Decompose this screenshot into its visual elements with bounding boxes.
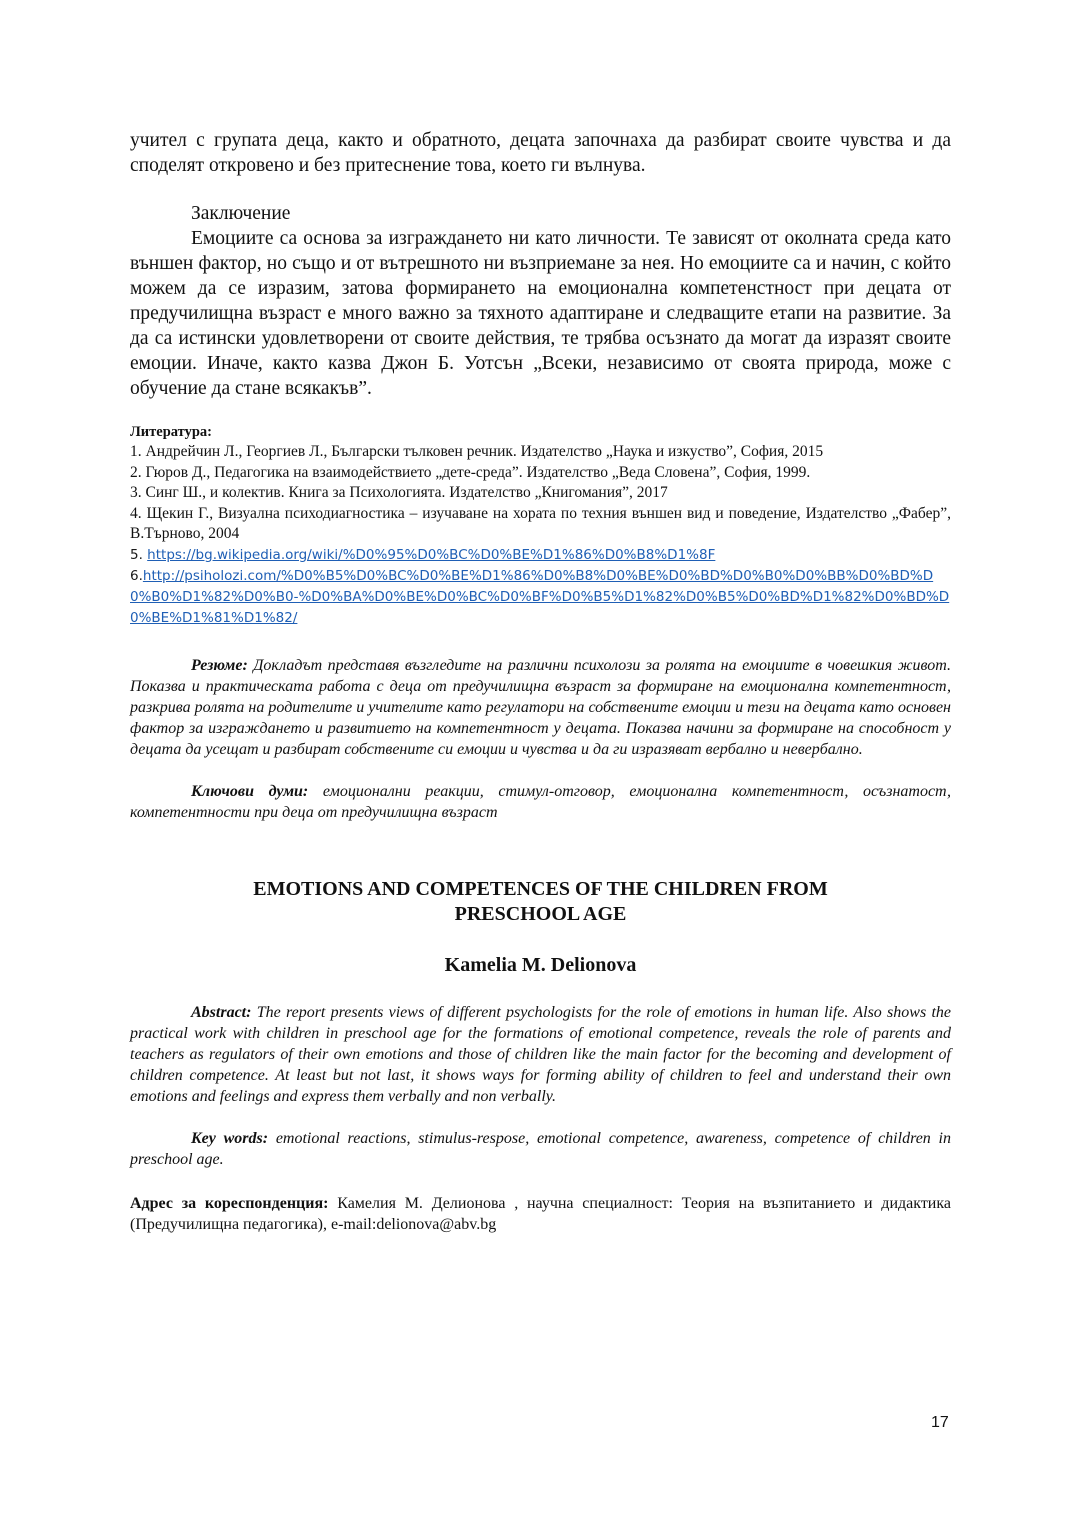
keywords-en-label: Key words: xyxy=(191,1129,269,1147)
abstract-label: Abstract: xyxy=(191,1003,252,1021)
english-title-line-2: PRESCHOOL AGE xyxy=(454,902,627,925)
reference-link-6 xyxy=(130,566,951,629)
keywords-en-text: emotional reactions, stimulus-respose, emotional competence, awareness, competence of children in preschool age. xyxy=(130,1129,951,1168)
references-title: Литература: xyxy=(130,424,212,440)
keywords-bg xyxy=(130,781,951,823)
address-label: Адрес за кореспонденция: xyxy=(130,1194,329,1212)
page-content xyxy=(130,128,951,1235)
psiholozi-link[interactable]: http://psiholozi.com/%D0%B5%D0%BC%D0%BE%D1%86%D0%B8%D0%BE%D0%BD%D0%B0%D0%BB%D0%BD%D0%B0%D1%82%D0%B0-%D0%BA%D0%BE%D0%BC%D0%BF%D0%B5%D1%82%D0%B5%D0%BD%D1%82%D0%BD%D0%BE%D1%81%D1%82/ xyxy=(130,567,950,626)
author-name: Kamelia M. Delionova xyxy=(444,953,637,976)
summary-bg-label: Резюме: xyxy=(191,656,248,674)
abstract-en xyxy=(130,1002,951,1107)
conclusion-paragraph: Емоциите са основа за изграждането ни като личности. Те зависят от околната среда като външен фактор, но също и от вътрешното ни възприемане за нея. Но емоциите са и начин, с който можем да се изразим, затова формирането на емоционална компетенстност при децата от предучилищна възраст е много важно за тяхното адаптиране и следващите етапи на развитие. За да са истински удовлетворени от своите действия, те трябва осъзнато да могат да изразят своите емоции. Иначе, както казва Джон Б. Уотсън „Всеки, независимо от своята природа, може с обучение да стане всякакъв”. xyxy=(130,228,951,399)
summary-bg-text: Докладът представя възгледите на различни психолози за ролята на емоциите в човешкия живот. Показва и практическата работа с деца от предучилищна възраст за формиране на емоционална компетентност, разкрива ролята на родителите и учителите като регулатори на собствените емоции и тези на децата като основен фактор за изграждането и развитието на компетентност у децата. Показва начини за формиране на способност у децата да усещат и разбират собствените си емоции и чувства и да ги изразяват вербално и невербално. xyxy=(130,656,951,758)
summary-bg xyxy=(130,655,951,760)
reference-link-6-prefix: 6. xyxy=(130,567,143,584)
reference-item: 4. Щекин Г., Визуална психодиагностика – изучаване на хората по техния външен вид и поведение, Издателство „Фабер”, В.Търново, 2004 xyxy=(130,504,951,542)
keywords-bg-label: Ключови думи: xyxy=(191,782,309,800)
references-list xyxy=(130,442,951,545)
intro-paragraph: учител с групата деца, както и обратното, децата започнаха да разбират своите чувства и да споделят откровено и без притеснение това, което ги вълнува. xyxy=(130,130,951,176)
correspondence-address xyxy=(130,1193,951,1235)
keywords-bg-text: емоционални реакции, стимул-отговор, емоционална компетентност, осъзнатост, компетентности при деца от предучилищна възраст xyxy=(130,782,952,821)
abstract-text: The report presents views of different psychologists for the role of emotions in human life. Also shows the practical work with children in preschool age for the formations of emotional competence, reveals the role of parents and teachers as regulators of their own emotions and those of children like the main factor for the becoming and development of children competence. At least but not last, it shows ways for forming ability of children to feel and understand their own emotions and feelings and express them verbally and non verbally. xyxy=(130,1003,951,1105)
english-title xyxy=(130,877,951,927)
keywords-en xyxy=(130,1128,951,1170)
conclusion-heading: Заключение xyxy=(191,203,291,224)
wikipedia-link[interactable]: https://bg.wikipedia.org/wiki/%D0%95%D0%BC%D0%BE%D1%86%D0%B8%D1%8F xyxy=(147,546,716,563)
reference-item: 2. Гюров Д., Педагогика на взаимодействието „дете-среда”. Издателство „Веда Словена”, София, 1999. xyxy=(130,463,811,481)
reference-item: 3. Синг Ш., и колектив. Книга за Психологията. Издателство „Книгомания”, 2017 xyxy=(130,484,668,501)
reference-link-5-prefix: 5. xyxy=(130,546,148,563)
reference-link-5 xyxy=(130,545,951,566)
english-title-line-1: EMOTIONS AND COMPETENCES OF THE CHILDREN FROM xyxy=(253,877,828,900)
reference-item: 1. Андрейчин Л., Георгиев Л., Български тълковен речник. Издателство „Наука и изкуство”, София, 2015 xyxy=(130,443,824,460)
address-text: Камелия М. Делионова , научна специалност: Теория на възпитанието и дидактика (Предучилищна педагогика), e-mail:delionova@abv.bg xyxy=(130,1194,952,1233)
page-number: 17 xyxy=(931,1414,949,1431)
